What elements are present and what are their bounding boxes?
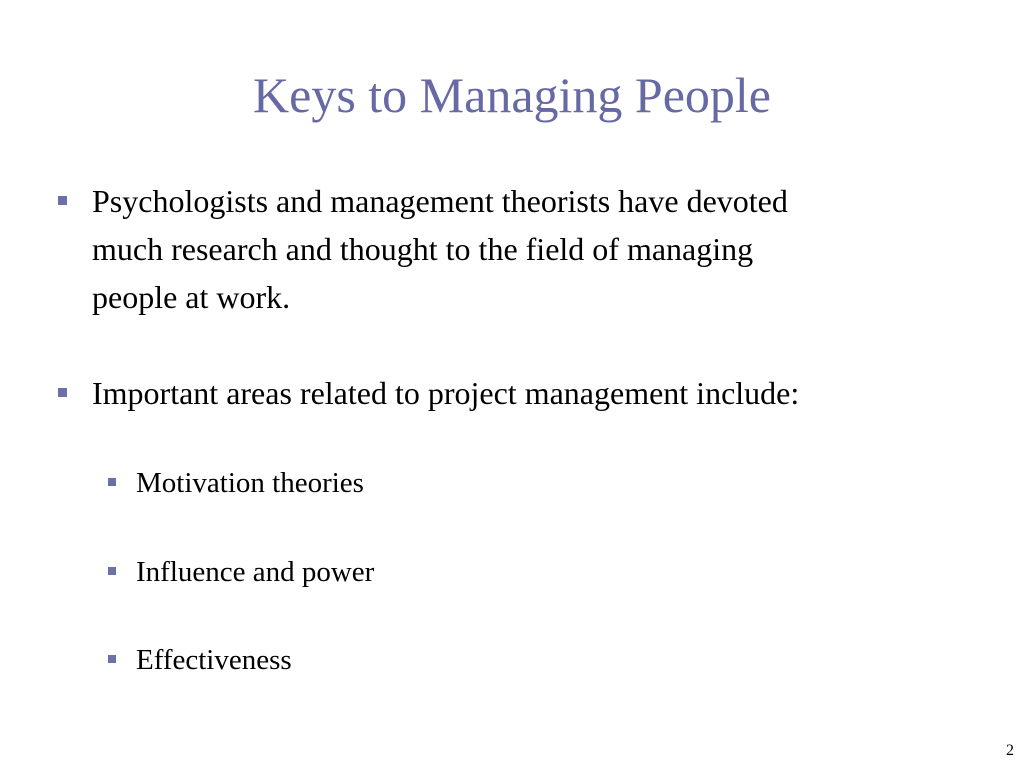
square-bullet-icon (108, 478, 116, 486)
sub-bullet-text: Influence and power (136, 556, 375, 588)
bullet-line: much research and thought to the field of managing (92, 231, 754, 267)
page-number: 2 (1006, 742, 1014, 759)
bullet-line: Psychologists and management theorists have devoted (92, 183, 788, 219)
bullet-line: Important areas related to project management include: (92, 375, 800, 411)
square-bullet-icon (58, 388, 67, 397)
sub-bullet-text: Effectiveness (136, 644, 292, 676)
sub-bullet-text: Motivation theories (136, 467, 364, 499)
square-bullet-icon (108, 567, 116, 575)
square-bullet-icon (108, 655, 116, 663)
slide-title: Keys to Managing People (253, 67, 771, 123)
square-bullet-icon (58, 196, 67, 205)
bullet-line: people at work. (92, 279, 291, 315)
